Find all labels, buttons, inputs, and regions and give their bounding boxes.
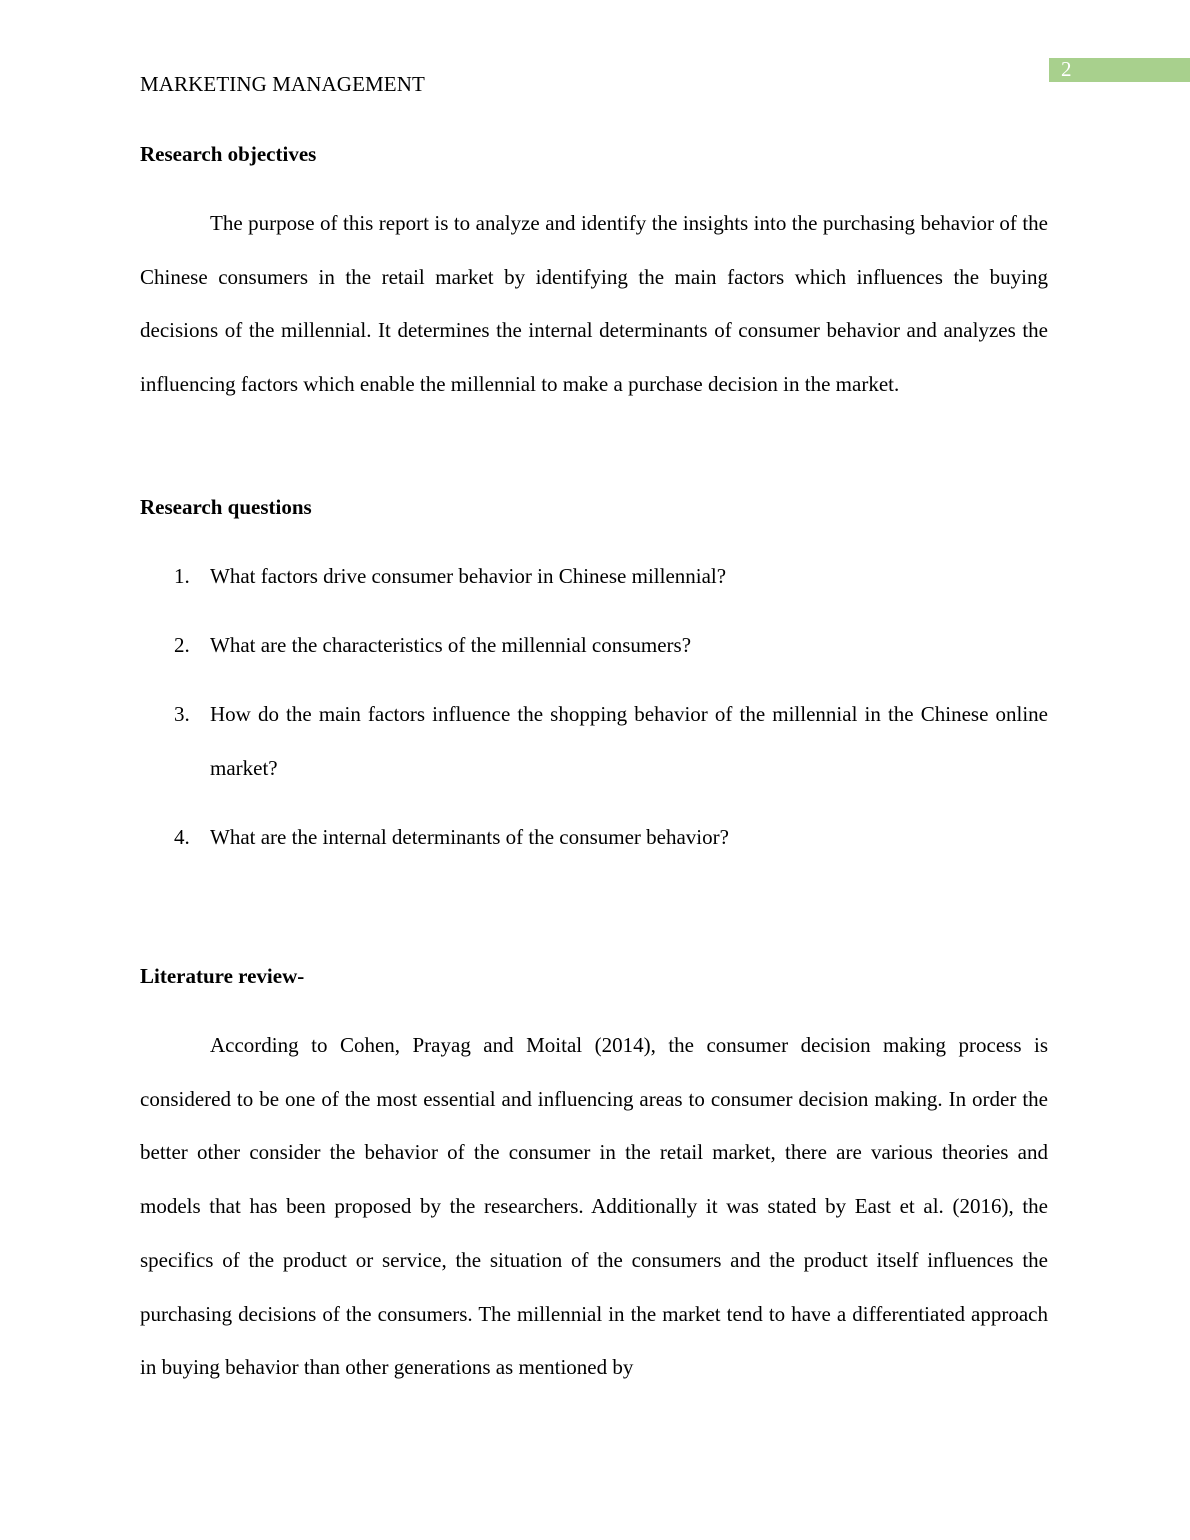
research-question-number: 4. bbox=[174, 825, 190, 850]
page-number: 2 bbox=[1061, 57, 1072, 81]
research-question-item bbox=[140, 619, 1048, 673]
research-question-text: What are the characteristics of the millennial consumers? bbox=[210, 633, 692, 658]
research-questions-list bbox=[140, 550, 1048, 881]
research-question-item bbox=[140, 688, 1048, 795]
literature-review-paragraph: According to Cohen, Prayag and Moital (2014), the consumer decision making process is considered to be one of the most essential and influencing areas to consumer decision making. In order the better other consider the behavior of the consumer in the retail market, there are various theories and models that has been proposed by the researchers. Additionally it was stated by East et al. (2016), the specifics of the product or service, the situation of the consumers and the product itself influences the purchasing decisions of the consumers. The millennial in the market tend to have a differentiated approach in buying behavior than other generations as mentioned by bbox=[140, 1033, 1048, 1380]
research-question-text: What are the internal determinants of the consumer behavior? bbox=[210, 825, 729, 850]
research-question-item bbox=[140, 811, 1048, 865]
research-questions-heading: Research questions bbox=[140, 495, 312, 519]
running-head: MARKETING MANAGEMENT bbox=[140, 72, 425, 96]
research-objectives-paragraph: The purpose of this report is to analyze and identify the insights into the purchasing behavior of the Chinese consumers in the retail market by identifying the main factors which influences the buying decisions of the millennial. It determines the internal determinants of consumer behavior and analyzes the influencing factors which enable the millennial to make a purchase decision in the market. bbox=[140, 211, 1048, 397]
research-question-number: 2. bbox=[174, 633, 190, 658]
research-question-text: How do the main factors influence the shopping behavior of the millennial in the Chinese online market? bbox=[210, 702, 1048, 781]
page-number-bar bbox=[1049, 58, 1190, 82]
research-question-number: 1. bbox=[174, 564, 190, 588]
research-objectives-heading: Research objectives bbox=[140, 142, 317, 166]
research-question-text: What factors drive consumer behavior in Chinese millennial? bbox=[210, 564, 727, 588]
research-question-number: 3. bbox=[174, 702, 190, 727]
literature-review-heading: Literature review- bbox=[140, 964, 305, 988]
research-question-item bbox=[140, 550, 1048, 604]
